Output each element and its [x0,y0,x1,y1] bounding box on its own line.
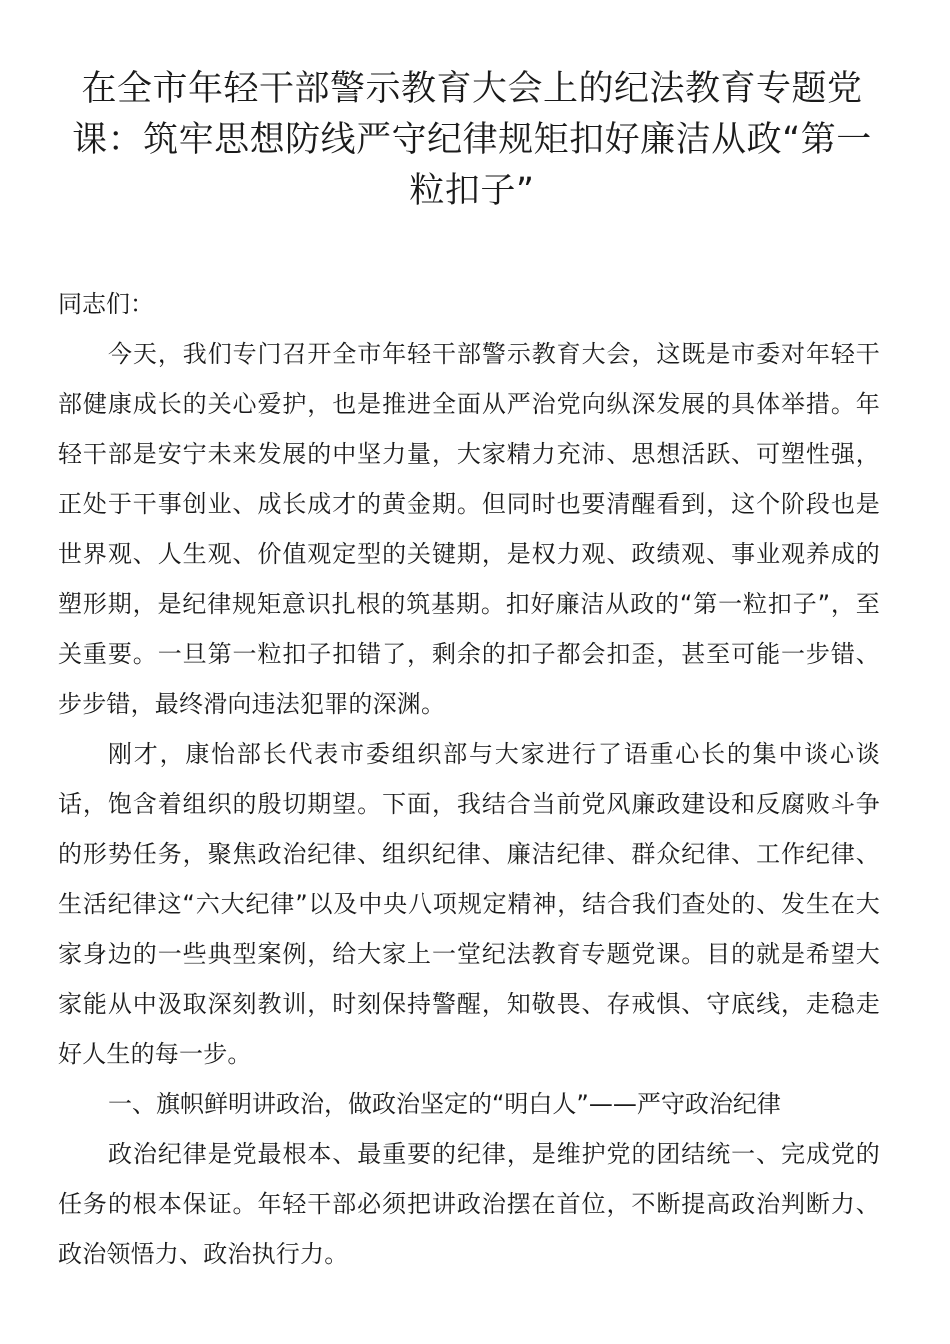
paragraph-opening: 今天，我们专门召开全市年轻干部警示教育大会，这既是市委对年轻干部健康成长的关心爱护，也是推进全面从严治党向纵深发展的具体举措。年轻干部是安宁未来发展的中坚力量，大家精力充沛、思想活跃、可塑性强，正处于干事创业、成长成才的黄金期。但同时也要清醒看到，这个阶段也是世界观、人生观、价值观定型的关键期，是权力观、政绩观、事业观养成的塑形期，是纪律规矩意识扎根的筑基期。扣好廉洁从政的“第一粒扣子”，至关重要。一旦第一粒扣子扣错了，剩余的扣子都会扣歪，甚至可能一步错、步步错，最终滑向违法犯罪的深渊。 [58,340,880,718]
salutation: 同志们： [58,290,154,318]
title-line-3: 粒扣子” [409,171,535,211]
document-title [58,64,880,217]
title-line-2: 课：筑牢思想防线严守纪律规矩扣好廉洁从政“第一 [72,120,872,160]
paragraph-political-discipline: 政治纪律是党最根本、最重要的纪律，是维护党的团结统一、完成党的任务的根本保证。年轻干部必须把讲政治摆在首位，不断提高政治判断力、政治领悟力、政治执行力。 [58,1140,880,1268]
section-heading-political-discipline: 一、旗帜鲜明讲政治，做政治坚定的“明白人”——严守政治纪律 [108,1090,781,1118]
paragraph-purpose: 刚才，康怡部长代表市委组织部与大家进行了语重心长的集中谈心谈话，饱含着组织的殷切期望。下面，我结合当前党风廉政建设和反腐败斗争的形势任务，聚焦政治纪律、组织纪律、廉洁纪律、群众纪律、工作纪律、生活纪律这“六大纪律”以及中央八项规定精神，结合我们查处的、发生在大家身边的一些典型案例，给大家上一堂纪法教育专题党课。目的就是希望大家能从中汲取深刻教训，时刻保持警醒，知敬畏、存戒惧、守底线，走稳走好人生的每一步。 [58,740,880,1068]
title-line-1: 在全市年轻干部警示教育大会上的纪法教育专题党 [81,69,863,109]
